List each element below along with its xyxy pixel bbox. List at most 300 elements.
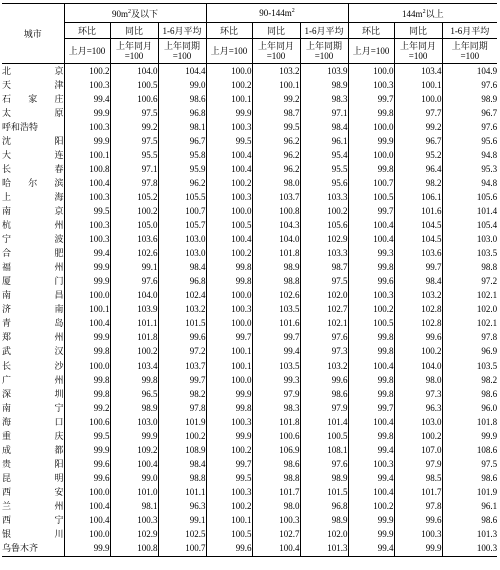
value-cell: 102.8 bbox=[394, 317, 442, 331]
value-cell: 100.3 bbox=[348, 289, 394, 303]
city-cell bbox=[2, 345, 64, 359]
value-cell: 99.8 bbox=[348, 106, 394, 120]
city-name bbox=[2, 528, 64, 541]
city-name bbox=[2, 472, 64, 485]
value-cell: 102.0 bbox=[300, 528, 348, 542]
value-cell: 99.5 bbox=[252, 120, 300, 134]
value-cell: 100.3 bbox=[252, 514, 300, 528]
value-cell: 107.0 bbox=[394, 443, 442, 457]
city-char: 汉 bbox=[54, 346, 64, 357]
table-body bbox=[2, 64, 497, 557]
city-name bbox=[2, 261, 64, 274]
table-row bbox=[2, 120, 497, 134]
value-cell: 95.8 bbox=[158, 148, 206, 162]
value-cell: 101.1 bbox=[158, 485, 206, 499]
city-char: 大 bbox=[2, 149, 12, 160]
value-cell: 100.3 bbox=[206, 190, 252, 204]
value-cell: 98.0 bbox=[252, 499, 300, 513]
value-cell: 99.6 bbox=[64, 471, 110, 485]
value-cell: 96.8 bbox=[158, 275, 206, 289]
value-cell: 100.5 bbox=[110, 78, 158, 92]
base-header-line: 上年同期 bbox=[164, 41, 201, 51]
value-cell: 106.9 bbox=[252, 443, 300, 457]
value-cell: 99.6 bbox=[206, 542, 252, 557]
value-cell: 99.5 bbox=[206, 471, 252, 485]
table-row bbox=[2, 303, 497, 317]
value-cell: 103.5 bbox=[252, 359, 300, 373]
value-cell: 100.3 bbox=[110, 514, 158, 528]
value-cell: 102.6 bbox=[110, 247, 158, 261]
value-cell: 97.5 bbox=[300, 275, 348, 289]
value-cell: 96.2 bbox=[158, 176, 206, 190]
value-cell: 101.8 bbox=[442, 415, 497, 429]
value-cell: 98.1 bbox=[158, 120, 206, 134]
city-char: 西 bbox=[2, 515, 12, 526]
city-char: 贵 bbox=[2, 458, 12, 469]
city-char: 阳 bbox=[54, 458, 64, 469]
value-cell: 98.6 bbox=[442, 387, 497, 401]
value-cell: 100.2 bbox=[206, 78, 252, 92]
value-cell: 100.2 bbox=[348, 499, 394, 513]
table-row bbox=[2, 514, 497, 528]
base-header-2-0 bbox=[348, 39, 394, 64]
table-row bbox=[2, 148, 497, 162]
value-cell: 100.2 bbox=[110, 204, 158, 218]
header-sub-row bbox=[2, 23, 497, 39]
value-cell: 96.2 bbox=[252, 162, 300, 176]
city-cell bbox=[2, 261, 64, 275]
value-cell: 99.4 bbox=[64, 247, 110, 261]
city-cell bbox=[2, 190, 64, 204]
value-cell: 99.2 bbox=[252, 92, 300, 106]
value-cell: 101.9 bbox=[158, 415, 206, 429]
city-cell bbox=[2, 443, 64, 457]
base-header-line: 上年同期 bbox=[451, 41, 488, 51]
city-name bbox=[2, 416, 64, 429]
value-cell: 98.4 bbox=[158, 261, 206, 275]
value-cell: 100.4 bbox=[348, 415, 394, 429]
city-cell bbox=[2, 528, 64, 542]
value-cell: 97.8 bbox=[394, 499, 442, 513]
table-row bbox=[2, 176, 497, 190]
value-cell: 100.3 bbox=[64, 219, 110, 233]
city-char: 宁 bbox=[54, 515, 64, 526]
value-cell: 97.9 bbox=[252, 387, 300, 401]
city-char: 圳 bbox=[54, 388, 64, 399]
value-cell: 103.6 bbox=[394, 247, 442, 261]
table-row bbox=[2, 415, 497, 429]
city-char: 昌 bbox=[54, 290, 64, 301]
value-cell: 97.8 bbox=[158, 401, 206, 415]
value-cell: 98.5 bbox=[394, 471, 442, 485]
table-row bbox=[2, 401, 497, 415]
value-cell: 100.3 bbox=[206, 485, 252, 499]
value-cell: 99.7 bbox=[348, 204, 394, 218]
value-cell: 100.4 bbox=[206, 233, 252, 247]
sub-header-0-0: 环比 bbox=[64, 23, 110, 39]
value-cell: 99.1 bbox=[158, 514, 206, 528]
city-column-header: 城市 bbox=[2, 4, 64, 64]
base-header-line: =100 bbox=[266, 51, 286, 61]
value-cell: 96.8 bbox=[300, 499, 348, 513]
city-cell bbox=[2, 289, 64, 303]
city-char: 沙 bbox=[54, 360, 64, 371]
value-cell: 102.1 bbox=[442, 317, 497, 331]
value-cell: 98.8 bbox=[252, 471, 300, 485]
value-cell: 102.8 bbox=[394, 303, 442, 317]
city-name bbox=[2, 65, 64, 78]
value-cell: 98.9 bbox=[300, 514, 348, 528]
value-cell: 99.6 bbox=[348, 275, 394, 289]
value-cell: 100.3 bbox=[394, 528, 442, 542]
table-row bbox=[2, 64, 497, 79]
value-cell: 105.4 bbox=[442, 219, 497, 233]
city-char: 京 bbox=[54, 205, 64, 216]
value-cell: 94.8 bbox=[442, 148, 497, 162]
value-cell: 100.3 bbox=[64, 190, 110, 204]
value-cell: 96.2 bbox=[252, 134, 300, 148]
value-cell: 101.6 bbox=[252, 317, 300, 331]
city-char: 岛 bbox=[54, 318, 64, 329]
value-cell: 100.0 bbox=[206, 64, 252, 79]
value-cell: 99.9 bbox=[64, 106, 110, 120]
value-cell: 102.7 bbox=[252, 528, 300, 542]
base-header-line: =100 bbox=[408, 51, 428, 61]
value-cell: 100.0 bbox=[206, 317, 252, 331]
value-cell: 99.8 bbox=[64, 373, 110, 387]
value-cell: 103.2 bbox=[300, 359, 348, 373]
value-cell: 104.0 bbox=[110, 289, 158, 303]
table-row bbox=[2, 345, 497, 359]
sub-header-2-2: 1-6月平均 bbox=[442, 23, 497, 39]
base-header-0-1 bbox=[110, 39, 158, 64]
city-char: 肥 bbox=[54, 248, 64, 259]
base-header-0-0 bbox=[64, 39, 110, 64]
base-header-1-2 bbox=[300, 39, 348, 64]
value-cell: 100.0 bbox=[348, 120, 394, 134]
value-cell: 101.6 bbox=[394, 204, 442, 218]
city-cell bbox=[2, 247, 64, 261]
table-row bbox=[2, 204, 497, 218]
city-char: 州 bbox=[54, 332, 64, 343]
city-char: 庄 bbox=[54, 93, 64, 104]
value-cell: 99.0 bbox=[110, 471, 158, 485]
city-name bbox=[2, 317, 64, 330]
city-name bbox=[2, 514, 64, 527]
value-cell: 100.1 bbox=[206, 514, 252, 528]
base-header-2-1 bbox=[394, 39, 442, 64]
value-cell: 99.7 bbox=[206, 457, 252, 471]
city-cell bbox=[2, 471, 64, 485]
table-row bbox=[2, 78, 497, 92]
city-name bbox=[2, 93, 64, 106]
value-cell: 99.7 bbox=[158, 373, 206, 387]
value-cell: 103.0 bbox=[158, 247, 206, 261]
city-char: 太 bbox=[2, 107, 12, 118]
city-char: 宁 bbox=[54, 402, 64, 413]
table-row bbox=[2, 317, 497, 331]
value-cell: 105.6 bbox=[442, 190, 497, 204]
value-cell: 97.5 bbox=[442, 457, 497, 471]
city-char: 深 bbox=[2, 388, 12, 399]
table-row bbox=[2, 275, 497, 289]
value-cell: 99.8 bbox=[206, 401, 252, 415]
base-header-line: =100 bbox=[460, 51, 480, 61]
value-cell: 100.5 bbox=[206, 219, 252, 233]
base-header-1-1 bbox=[252, 39, 300, 64]
city-char: 郑 bbox=[2, 332, 12, 343]
value-cell: 99.6 bbox=[394, 331, 442, 345]
value-cell: 103.4 bbox=[394, 64, 442, 79]
value-cell: 97.6 bbox=[110, 275, 158, 289]
value-cell: 99.6 bbox=[300, 373, 348, 387]
value-cell: 97.6 bbox=[300, 331, 348, 345]
group-header-large: $144m^2$以上 bbox=[348, 4, 497, 23]
city-name bbox=[2, 345, 64, 358]
value-cell: 99.8 bbox=[348, 429, 394, 443]
value-cell: 94.8 bbox=[442, 176, 497, 190]
value-cell: 99.9 bbox=[64, 134, 110, 148]
value-cell: 98.4 bbox=[158, 457, 206, 471]
city-name bbox=[2, 402, 64, 415]
value-cell: 97.5 bbox=[110, 106, 158, 120]
value-cell: 100.5 bbox=[348, 190, 394, 204]
value-cell: 101.0 bbox=[110, 485, 158, 499]
city-cell bbox=[2, 204, 64, 218]
city-name bbox=[2, 135, 64, 148]
value-cell: 99.6 bbox=[394, 514, 442, 528]
city-name bbox=[2, 107, 64, 120]
value-cell: 100.2 bbox=[64, 64, 110, 79]
value-cell: 100.1 bbox=[206, 345, 252, 359]
value-cell: 97.9 bbox=[300, 401, 348, 415]
value-cell: 100.0 bbox=[64, 485, 110, 499]
city-char: 青 bbox=[2, 318, 12, 329]
table-row bbox=[2, 233, 497, 247]
value-cell: 103.9 bbox=[300, 64, 348, 79]
value-cell: 100.1 bbox=[64, 303, 110, 317]
value-cell: 98.9 bbox=[110, 401, 158, 415]
table-row bbox=[2, 219, 497, 233]
value-cell: 99.9 bbox=[64, 275, 110, 289]
value-cell: 96.7 bbox=[442, 106, 497, 120]
value-cell: 100.3 bbox=[64, 233, 110, 247]
value-cell: 108.9 bbox=[158, 443, 206, 457]
table-row bbox=[2, 457, 497, 471]
value-cell: 102.0 bbox=[442, 303, 497, 317]
value-cell: 99.9 bbox=[348, 528, 394, 542]
value-cell: 99.8 bbox=[206, 275, 252, 289]
value-cell: 100.8 bbox=[110, 542, 158, 557]
value-cell: 99.8 bbox=[348, 331, 394, 345]
city-char: 川 bbox=[54, 529, 64, 540]
city-name bbox=[2, 444, 64, 457]
city-name bbox=[2, 275, 64, 288]
value-cell: 100.2 bbox=[110, 345, 158, 359]
value-cell: 98.9 bbox=[442, 92, 497, 106]
value-cell: 98.6 bbox=[158, 92, 206, 106]
table-row bbox=[2, 162, 497, 176]
city-name bbox=[2, 331, 64, 344]
value-cell: 99.4 bbox=[348, 542, 394, 557]
base-header-2-2 bbox=[442, 39, 497, 64]
city-char: 上 bbox=[2, 191, 12, 202]
value-cell: 100.0 bbox=[206, 289, 252, 303]
city-name bbox=[2, 177, 64, 190]
value-cell: 98.2 bbox=[158, 387, 206, 401]
value-cell: 97.1 bbox=[300, 106, 348, 120]
value-cell: 104.5 bbox=[394, 219, 442, 233]
city-cell bbox=[2, 331, 64, 345]
value-cell: 97.2 bbox=[158, 345, 206, 359]
value-cell: 100.5 bbox=[348, 317, 394, 331]
base-header-line: 上年同月 bbox=[115, 41, 152, 51]
value-cell: 98.3 bbox=[252, 401, 300, 415]
value-cell: 102.4 bbox=[158, 289, 206, 303]
city-char: 广 bbox=[2, 374, 12, 385]
city-name bbox=[2, 205, 64, 218]
value-cell: 101.4 bbox=[300, 415, 348, 429]
value-cell: 100.3 bbox=[206, 120, 252, 134]
value-cell: 101.3 bbox=[300, 542, 348, 557]
city-cell bbox=[2, 78, 64, 92]
city-name bbox=[2, 458, 64, 471]
value-cell: 104.0 bbox=[110, 64, 158, 79]
city-char: 海 bbox=[54, 191, 64, 202]
city-char: 滨 bbox=[54, 177, 64, 188]
city-name bbox=[2, 360, 64, 373]
value-cell: 99.0 bbox=[158, 78, 206, 92]
value-cell: 104.4 bbox=[158, 64, 206, 79]
value-cell: 102.9 bbox=[110, 528, 158, 542]
city-char: 济 bbox=[2, 304, 12, 315]
value-cell: 102.5 bbox=[158, 528, 206, 542]
value-cell: 99.2 bbox=[394, 120, 442, 134]
city-name bbox=[2, 219, 64, 232]
value-cell: 103.2 bbox=[394, 289, 442, 303]
city-char: 州 bbox=[54, 500, 64, 511]
city-char: 南 bbox=[54, 304, 64, 315]
city-cell bbox=[2, 542, 64, 557]
value-cell: 101.8 bbox=[252, 247, 300, 261]
city-char: 口 bbox=[54, 416, 64, 427]
value-cell: 101.4 bbox=[442, 204, 497, 218]
value-cell: 96.4 bbox=[394, 162, 442, 176]
value-cell: 105.6 bbox=[300, 219, 348, 233]
city-cell bbox=[2, 275, 64, 289]
value-cell: 96.7 bbox=[394, 134, 442, 148]
value-cell: 99.9 bbox=[110, 429, 158, 443]
city-cell bbox=[2, 148, 64, 162]
value-cell: 103.7 bbox=[158, 359, 206, 373]
value-cell: 99.9 bbox=[206, 387, 252, 401]
value-cell: 100.4 bbox=[64, 514, 110, 528]
value-cell: 100.0 bbox=[206, 204, 252, 218]
table-row bbox=[2, 359, 497, 373]
value-cell: 98.2 bbox=[442, 373, 497, 387]
city-char: 明 bbox=[54, 472, 64, 483]
value-cell: 97.7 bbox=[394, 106, 442, 120]
table-row bbox=[2, 289, 497, 303]
value-cell: 99.4 bbox=[252, 345, 300, 359]
city-char: 北 bbox=[2, 65, 12, 76]
value-cell: 99.7 bbox=[348, 92, 394, 106]
city-char: 成 bbox=[2, 444, 12, 455]
price-index-table-container bbox=[2, 3, 497, 557]
city-char: 昆 bbox=[2, 472, 12, 483]
value-cell: 100.2 bbox=[158, 429, 206, 443]
value-cell: 97.5 bbox=[110, 134, 158, 148]
group-header-small: $90m^2$及以下 bbox=[64, 4, 206, 23]
value-cell: 100.1 bbox=[206, 359, 252, 373]
value-cell: 100.0 bbox=[348, 148, 394, 162]
table-row bbox=[2, 373, 497, 387]
header-group-row bbox=[2, 4, 497, 23]
value-cell: 98.7 bbox=[300, 261, 348, 275]
city-name bbox=[2, 374, 64, 387]
city-char: 海 bbox=[2, 416, 12, 427]
value-cell: 102.9 bbox=[300, 233, 348, 247]
value-cell: 108.1 bbox=[300, 443, 348, 457]
city-cell bbox=[2, 387, 64, 401]
value-cell: 100.2 bbox=[206, 443, 252, 457]
value-cell: 99.5 bbox=[206, 134, 252, 148]
value-cell: 99.9 bbox=[394, 542, 442, 557]
value-cell: 99.4 bbox=[348, 471, 394, 485]
value-cell: 101.7 bbox=[394, 485, 442, 499]
value-cell: 99.2 bbox=[64, 401, 110, 415]
value-cell: 99.9 bbox=[348, 134, 394, 148]
value-cell: 100.5 bbox=[300, 429, 348, 443]
table-row bbox=[2, 429, 497, 443]
value-cell: 100.4 bbox=[348, 485, 394, 499]
city-cell bbox=[2, 415, 64, 429]
value-cell: 106.1 bbox=[394, 190, 442, 204]
value-cell: 95.3 bbox=[442, 162, 497, 176]
value-cell: 100.0 bbox=[64, 359, 110, 373]
value-cell: 96.5 bbox=[110, 387, 158, 401]
city-char: 原 bbox=[54, 107, 64, 118]
city-cell bbox=[2, 134, 64, 148]
value-cell: 98.9 bbox=[300, 471, 348, 485]
value-cell: 98.8 bbox=[252, 275, 300, 289]
value-cell: 100.3 bbox=[348, 457, 394, 471]
value-cell: 100.3 bbox=[348, 78, 394, 92]
value-cell: 98.4 bbox=[300, 120, 348, 134]
city-name bbox=[2, 163, 64, 176]
value-cell: 99.8 bbox=[64, 345, 110, 359]
sub-header-1-1: 同比 bbox=[252, 23, 300, 39]
city-name bbox=[2, 303, 64, 316]
value-cell: 97.6 bbox=[442, 78, 497, 92]
city-cell bbox=[2, 401, 64, 415]
value-cell: 98.0 bbox=[394, 373, 442, 387]
city-char: 天 bbox=[2, 79, 12, 90]
value-cell: 96.7 bbox=[158, 134, 206, 148]
value-cell: 103.7 bbox=[252, 190, 300, 204]
value-cell: 105.0 bbox=[110, 219, 158, 233]
value-cell: 100.2 bbox=[394, 345, 442, 359]
value-cell: 100.3 bbox=[206, 415, 252, 429]
value-cell: 99.8 bbox=[348, 162, 394, 176]
value-cell: 96.2 bbox=[252, 148, 300, 162]
city-name bbox=[2, 79, 64, 92]
city-char: 尔 bbox=[28, 177, 38, 188]
city-cell bbox=[2, 457, 64, 471]
city-cell bbox=[2, 233, 64, 247]
value-cell: 96.8 bbox=[158, 106, 206, 120]
city-cell bbox=[2, 106, 64, 120]
